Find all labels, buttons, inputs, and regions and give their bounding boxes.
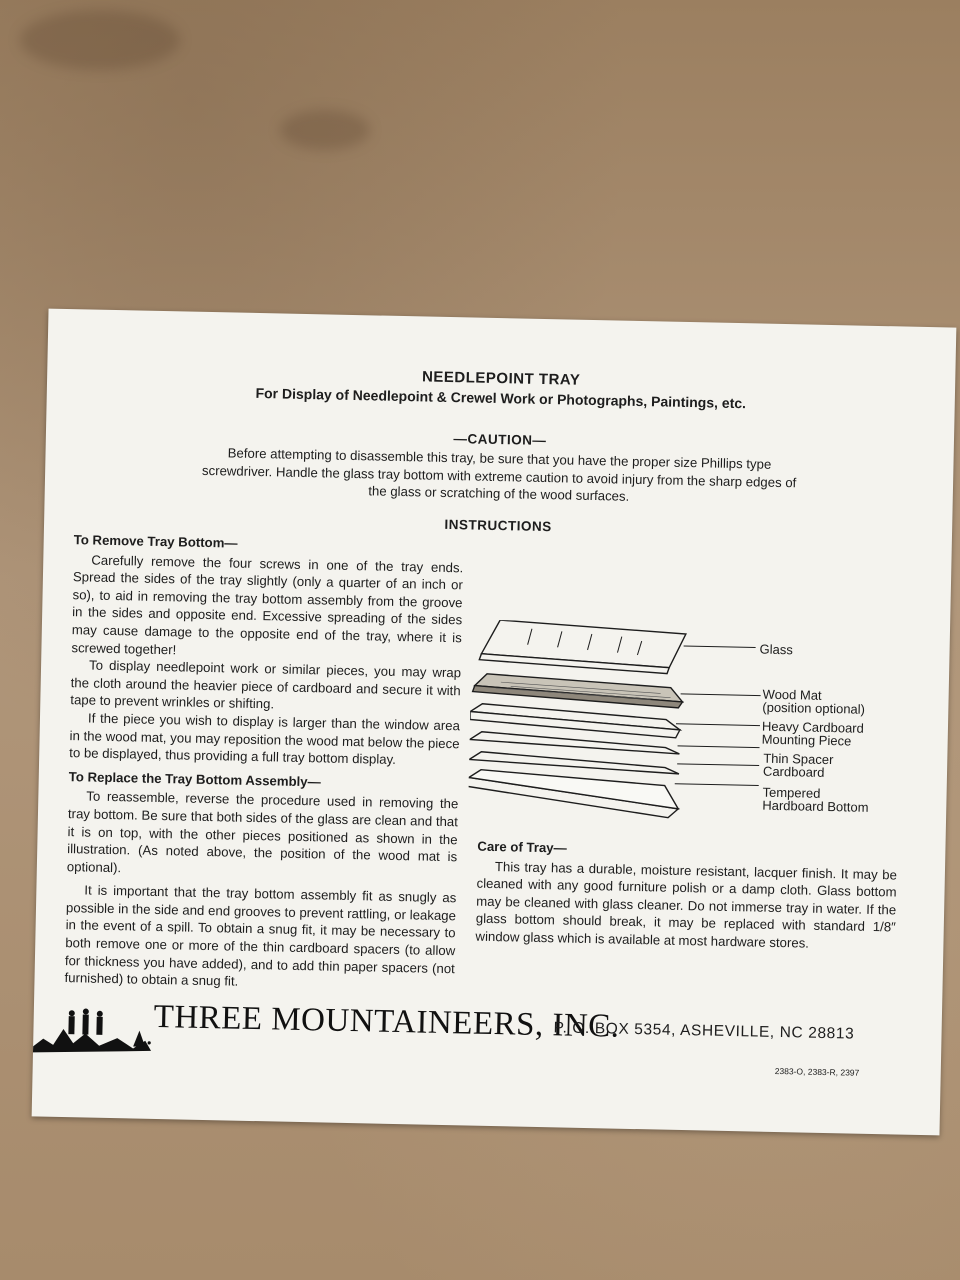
label-wood-mat-note: (position optional) bbox=[762, 699, 866, 717]
product-codes: 2383-O, 2383-R, 2397 bbox=[774, 1065, 860, 1078]
remove-paragraph-1: Carefully remove the four screws in one of the tray ends. Spread the sides of the tray slightly (only a quarter of an inch or so), to aid in removing the tray bottom assembly from the groove in the sides and opposite end. Excessive spreading of the sides may cause damage to the opposite end of the tray, where it is screwed together! bbox=[71, 552, 464, 657]
address: P. O. BOX 5354, ASHEVILLE, NC 28813 bbox=[553, 1019, 855, 1043]
care-text: This tray has a durable, moisture resistant, lacquer finish. It may be cleaned with any good furniture polish or a damp cloth. Glass bottom may be cleaned with glass cleaner. Do not immerse tray in water. If the glass bottom should break, it may be replaced with standard 1/8″ window glass which is available at most hardware stores. bbox=[475, 858, 898, 951]
label-wood-mat: Wood Mat bbox=[762, 686, 822, 703]
label-cardboard: Cardboard bbox=[762, 763, 825, 780]
left-column bbox=[64, 531, 463, 995]
replace-paragraph-1: To reassemble, reverse the procedure used in removing the tray bottom. Be sure that both sides of the glass are clean and that it is on top, with the other pieces positioned as shown in the illustration. (As noted above, the position of the wood mat is optional). bbox=[66, 788, 459, 875]
label-thin-spacer: Thin Spacer bbox=[763, 750, 834, 768]
label-glass: Glass bbox=[759, 641, 793, 658]
label-tempered: Tempered bbox=[762, 784, 821, 801]
caution-heading: —CAUTION— bbox=[453, 431, 547, 449]
instruction-sheet bbox=[32, 309, 957, 1136]
label-hardboard-bottom: Hardboard Bottom bbox=[762, 797, 869, 815]
remove-paragraph-2: To display needlepoint work or similar pieces, you may wrap the cloth around the heavier piece of cardboard and secure it with tape to prevent wrinkles or shifting. bbox=[70, 657, 462, 712]
remove-heading: To Remove Tray Bottom— bbox=[73, 532, 238, 551]
replace-paragraph-2: It is important that the tray bottom assembly fit as snugly as possible in the side and end grooves to prevent rattling, or leakage in the event of a spill. To obtain a snug fit, it may be necessary to both remove one or more of the thin cardboard spacers (to allow for thickness you have added), and to add thin paper spacers (not furnished) to obtain a snug fit. bbox=[64, 882, 457, 989]
caution-text: Before attempting to disassemble this tray, be sure that you have the proper size Phillips type screwdriver. Handle the glass tray bottom with extreme caution to avoid injury from the sharp edges of the glass or scratching of the wood surfaces. bbox=[201, 445, 797, 504]
care-heading: Care of Tray— bbox=[477, 838, 567, 856]
remove-paragraph-3: If the piece you wish to display is larger than the window area in the wood mat, you may reposition the wood mat below the piece to be displayed, thus providing a full tray bottom display. bbox=[69, 710, 461, 768]
brand-name: THREE MOUNTAINEERS, INC. bbox=[153, 998, 620, 1045]
care-section bbox=[475, 838, 897, 954]
cardboard-layer bbox=[469, 751, 679, 773]
page-subtitle: For Display of Needlepoint & Crewel Work or Photographs, Paintings, etc. bbox=[255, 384, 747, 412]
page-title: NEEDLEPOINT TRAY bbox=[421, 368, 581, 389]
replace-heading: To Replace the Tray Bottom Assembly— bbox=[68, 768, 321, 790]
label-heavy-cardboard: Heavy Cardboard bbox=[761, 718, 864, 736]
instructions-heading: INSTRUCTIONS bbox=[444, 516, 552, 535]
label-mounting-piece: Mounting Piece bbox=[761, 731, 852, 749]
